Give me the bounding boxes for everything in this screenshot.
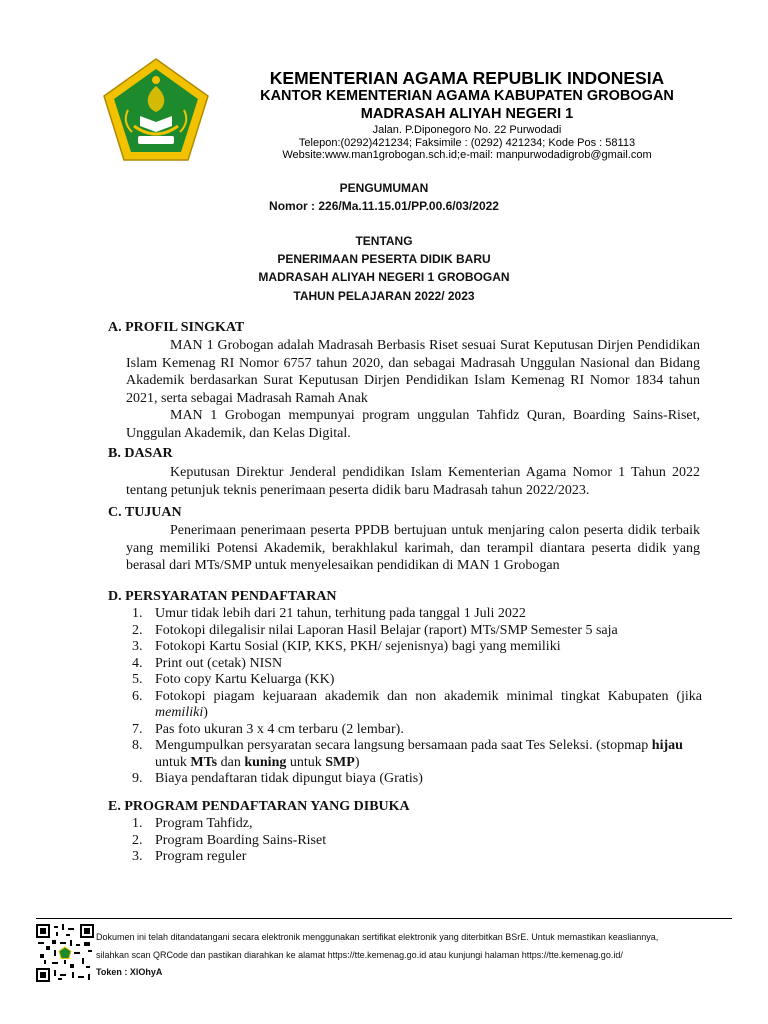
announcement-number: Nomor : 226/Ma.11.15.01/PP.00.6/03/2022: [269, 199, 499, 213]
list-item: 1. Program Tahfidz,: [132, 816, 253, 831]
section-a-paragraph-1: MAN 1 Grobogan adalah Madrasah Berbasis Riset sesuai Surat Keputusan Dirjen Pendidikan Islam Kemenag RI Nomor 6757 tahun 2020, dan sebagai Madrasah Unggulan Nasional dan Bidang Akademik berdasarkan Surat Keputusan Dirjen Pendidikan Islam Kemenag RI Nomor 1834 tahun 2021, serta sebagai Madrasah Ramah Anak: [126, 338, 700, 406]
school-address: Jalan. P.Diponegoro No. 22 Purwodadi: [372, 124, 562, 136]
school-phone: Telepon:(0292)421234; Faksimile : (0292) 421234; Kode Pos : 58113: [298, 137, 636, 149]
footer-notice-line-2: silahkan scan QRCode dan pastikan diarahkan ke alamat https://tte.kemenag.go.id atau kunjungi halaman https://tte.kemenag.go.id/: [96, 950, 623, 960]
about-line-1: PENERIMAAN PESERTA DIDIK BARU: [277, 252, 491, 266]
about-label: TENTANG: [355, 234, 413, 248]
section-a-body: [126, 337, 700, 442]
office-name: KANTOR KEMENTERIAN AGAMA KABUPATEN GROBOGAN: [260, 88, 674, 104]
section-c-body: [126, 522, 700, 575]
list-item: 2. Fotokopi dilegalisir nilai Laporan Hasil Belajar (raport) MTs/SMP Semester 5 saja: [132, 622, 618, 638]
requirements-list: [126, 606, 702, 788]
section-c-paragraph-1: Penerimaan penerimaan peserta PPDB bertujuan untuk menjaring calon peserta didik terbaik yang memiliki Potensi Akademik, berakhlakul karimah, dan terampil diantara peserta didik yang berasal dari MTs/SMP untuk menyelesaikan pendidikan di MAN 1 Grobogan: [126, 523, 700, 573]
programs-list: [126, 816, 702, 866]
list-item: 5. Foto copy Kartu Keluarga (KK): [132, 672, 335, 687]
footer-divider: [36, 918, 732, 919]
section-c-title: C. TUJUAN: [108, 505, 182, 520]
section-b-title: B. DASAR: [108, 446, 173, 461]
section-a-paragraph-2: MAN 1 Grobogan mempunyai program unggulan Tahfidz Quran, Boarding Sains-Riset, Unggulan Akademik, dan Kelas Digital.: [126, 408, 700, 441]
section-a-title: A. PROFIL SINGKAT: [108, 320, 245, 335]
list-item: 6. Fotokopi piagam kejuaraan akademik dan non akademik minimal tingkat Kabupaten (jika memiliki): [132, 688, 702, 720]
kemenag-logo-icon: [100, 56, 212, 166]
footer-notice-line-1: Dokumen ini telah ditandatangani secara elektronik menggunakan sertifikat elektronik yang diterbitkan BSrE. Untuk memastikan keasliannya,: [96, 932, 659, 942]
list-item: 4. Print out (cetak) NISN: [132, 655, 283, 671]
list-item: 1. Umur tidak lebih dari 21 tahun, terhitung pada tanggal 1 Juli 2022: [132, 606, 526, 621]
school-website: Website:www.man1grobogan.sch.id;e-mail: manpurwodadigrob@gmail.com: [282, 149, 652, 161]
list-item: 2. Program Boarding Sains-Riset: [132, 832, 327, 848]
school-name: MADRASAH ALIYAH NEGERI 1: [360, 106, 574, 122]
section-b-paragraph-1: Keputusan Direktur Jenderal pendidikan Islam Kementerian Agama Nomor 1 Tahun 2022 tentang petunjuk teknis penerimaan peserta didik baru Madrasah tahun 2022/2023.: [126, 465, 700, 498]
list-item: 3. Program reguler: [132, 849, 247, 864]
section-d-title: D. PERSYARATAN PENDAFTARAN: [108, 589, 337, 604]
about-line-2: MADRASAH ALIYAH NEGERI 1 GROBOGAN: [258, 270, 510, 284]
list-item: 9. Biaya pendaftaran tidak dipungut biaya (Gratis): [132, 771, 423, 786]
list-item: 8. Mengumpulkan persyaratan secara langsung bersamaan pada saat Tes Seleksi. (stopmap hijau untuk MTs dan kuning untuk SMP): [132, 738, 683, 770]
section-b-body: [126, 464, 700, 499]
qr-code-icon[interactable]: [36, 924, 94, 982]
list-item: 3. Fotokopi Kartu Sosial (KIP, KKS, PKH/ sejenisnya) bagi yang memiliki: [132, 639, 561, 654]
announcement-heading: PENGUMUMAN: [339, 181, 429, 195]
footer-token: Token : XlOhyA: [96, 967, 163, 977]
section-e-title: E. PROGRAM PENDAFTARAN YANG DIBUKA: [108, 799, 410, 814]
about-line-3: TAHUN PELAJARAN 2022/ 2023: [293, 289, 475, 303]
ministry-name: KEMENTERIAN AGAMA REPUBLIK INDONESIA: [269, 68, 665, 88]
list-item: 7. Pas foto ukuran 3 x 4 cm terbaru (2 lembar).: [132, 721, 404, 737]
